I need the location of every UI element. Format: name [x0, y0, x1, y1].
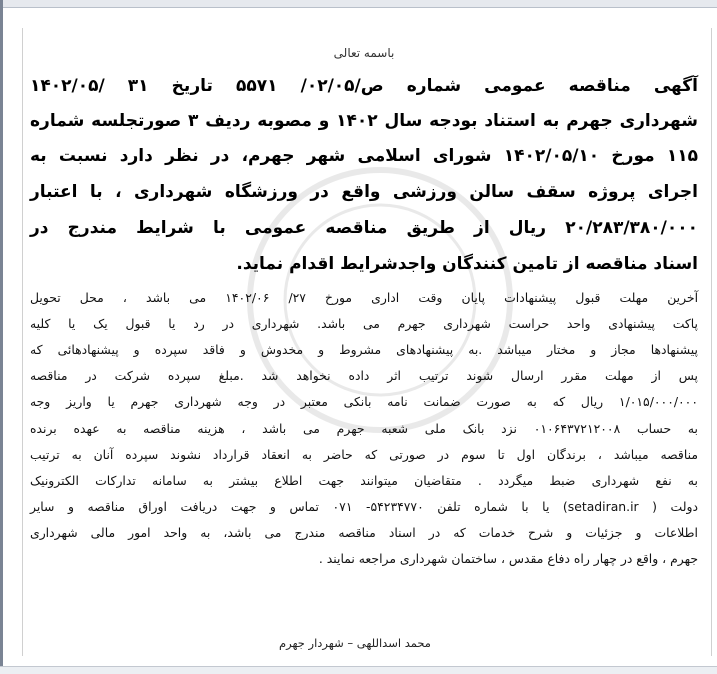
body-line-2: پاکت پیشنهادی واحد حراست شهرداری جهرم می باشد. شهرداری در رد یا قبول یک یا کلیه: [30, 316, 698, 331]
body-line-7: مناقصه میباشد ، برندگان اول تا سوم در صورتی که حاضر به انعقاد قرارداد نشوند سپرده آنان به ترتیب: [30, 447, 698, 462]
body-line-8: به نفع شهرداری ضبط میگردد . متقاضیان میتوانند جهت اطلاع بیشتر به سامانه تدارکات الکترونیک: [30, 473, 698, 488]
body-line-10: اطلاعات و جزئیات و شرح خدمات که در اسناد مناقصه مندرج می باشد، به واحد امور مالی شهرداری: [30, 525, 698, 540]
signature-line: محمد اسداللهی – شهردار جهرم: [279, 636, 431, 650]
window-top-border: [0, 0, 717, 8]
announcement-line-4: اجرای پروژه سقف سالن ورزشی واقع در ورزشگاه شهرداری ، با اعتبار: [30, 182, 698, 202]
body-line-1: آخرین مهلت قبول پیشنهادات پایان وقت اداری مورخ ۲۷/ ۱۴۰۲/۰۶ می باشد ، محل تحویل: [30, 290, 699, 305]
body-line-9: دولت ( setadiran.ir) یا با شماره تلفن ۵۴۲۳۴۷۷۰- ۰۷۱ تماس و جهت دریافت اوراق مناقصه و سایر: [30, 499, 698, 514]
document-header: باسمه تعالی: [333, 46, 395, 60]
body-line-4: پس از مهلت مقرر ارسال شوند ترتیب اثر داده نخواهد شد .مبلغ سپرده شرکت در مناقصه: [30, 368, 698, 383]
body-line-3: پیشنهادها مجاز و مختار میباشد .به پیشنهادهای مشروط و مخدوش و فاقد سپرده و پیشنهادهائی که: [30, 342, 698, 357]
announcement-line-6: اسناد مناقصه از تامین کنندگان واجدشرایط اقدام نماید.: [236, 254, 698, 274]
announcement-line-5: ۲۰/۲۸۳/۳۸۰/۰۰۰ ریال از طریق مناقصه عمومی با شرایط مندرج در: [30, 218, 698, 238]
body-line-11: جهرم ، واقع در چهار راه دفاع مقدس ، ساختمان شهرداری مراجعه نمایند .: [318, 551, 698, 566]
announcement-line-3: ۱۱۵ مورخ ۱۴۰۲/۰۵/۱۰ شورای اسلامی شهر جهرم، در نظر دارد نسبت به: [30, 146, 698, 166]
body-line-5: ۱/۰۱۵/۰۰۰/۰۰۰ ریال که به صورت ضمانت نامه بانکی معتبر در وجه شهرداری جهرم یا واریز وجه: [30, 394, 698, 409]
announcement-line-2: شهرداری جهرم به استناد بودجه سال ۱۴۰۲ و مصوبه ردیف ۳ صورتجلسه شماره: [30, 111, 698, 131]
window-left-border: [0, 0, 3, 673]
body-line-6: به حساب ۰۱۰۶۴۳۷۲۱۲۰۰۸ نزد بانک ملی شعبه جهرم می باشد ، هزینه مناقصه به عهده برنده: [30, 421, 698, 436]
announcement-line-1: آگهی مناقصه عمومی شماره ص/۰۲/۰۵/ ۵۵۷۱ تاریخ ۳۱ /۱۴۰۲/۰۵: [30, 76, 698, 96]
